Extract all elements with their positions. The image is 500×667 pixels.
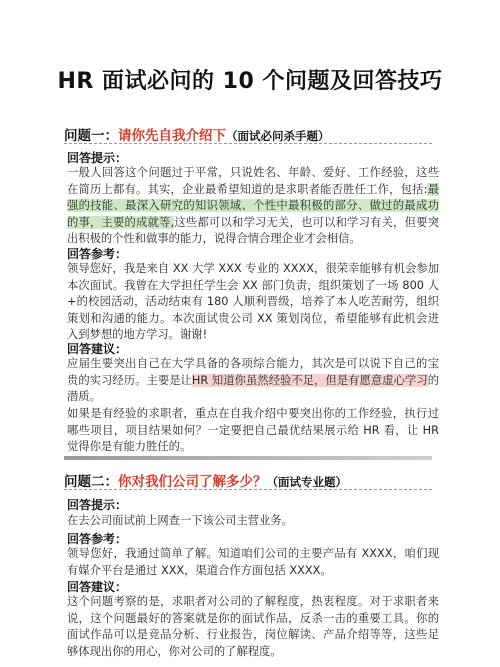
hint-highlight: 最强的技能、最深入研究的知识领域、个性中最积极的部分、做过的最成功的事，主要的成就等, <box>67 182 439 229</box>
advice-text-end: 的潜质。 <box>67 373 439 404</box>
hint-label: 回答提示： <box>67 498 128 512</box>
section-divider <box>64 489 432 490</box>
hint-text-end: 这些都可以和学习无关，也可以和学习有关，但要突出积极的个性和做事的能力，说得合情合理企业才会相信。 <box>67 215 439 246</box>
question-2-tag: （面试专业题） <box>266 475 347 489</box>
reference-paragraph: 领导您好，我通过简单了解。知道咱们公司的主要产品有 XXXX，咱们现有媒介平台是通过 XXX，渠道合作方面包括 XXXX。 <box>67 547 439 577</box>
advice-paragraph-2: 如果是有经验的求职者，重点在自我介绍中要突出你的工作经验，执行过哪些项目，项目结果如何？一定要把自己最优结果展示给 HR 看，让 HR 觉得你是有能力胜任的。 <box>67 407 439 454</box>
section-divider <box>64 143 432 144</box>
reference-label: 回答参考： <box>67 532 128 546</box>
advice-label: 回答建议： <box>67 580 128 594</box>
reference-paragraph: 领导您好，我是来自 XX 大学 XXX 专业的 XXXX，很荣幸能够有机会参加本次面试。我曾在大学担任学生会 XX 部门负责，组织策划了一场 800 人+的校园活动，活动结束有 180 人顺利晋级，培养了本人吃苦耐劳，组织策划和沟通的能力。本次面试贵公司 XX 策划岗位，希望能够有此机会进入到梦想的地方学习。谢谢! <box>67 262 439 342</box>
advice-text: 应届生要突出自己在大学具备的各项综合能力，其次是可以说下自己的宝贵的实习经历。主要是让 <box>67 357 439 387</box>
hint-paragraph: 在去公司面试前上网查一下该公司主营业务。 <box>67 514 293 527</box>
question-1-text: 请你先自我介绍下 <box>118 128 226 144</box>
hint-label: 回答提示： <box>67 151 128 165</box>
advice-paragraph: 这个问题考察的是，求职者对公司的了解程度，热衷程度。对于求职者来说，这个问题最好的答案就是你的面试作品，反杀一击的重要工具。你的面试作品可以是竞品分析、行业报告，岗位解读、产品介绍等等，这些足够体现出你的用心，你对公司的了解程度。 <box>67 595 439 658</box>
advice-highlight: HR 知道你虽然经验不足，但是有愿意虚心学习 <box>191 373 428 387</box>
question-1-tag: （面试必问杀手题） <box>226 129 330 143</box>
reference-label: 回答参考： <box>67 247 128 261</box>
question-2-prefix: 问题二： <box>64 474 118 490</box>
section-separator-bar <box>64 456 432 460</box>
advice-label: 回答建议： <box>67 342 128 356</box>
question-2-text: 你对我们公司了解多少？ <box>118 474 267 490</box>
question-1-prefix: 问题一： <box>64 128 118 144</box>
question-2-heading <box>64 470 347 490</box>
page-title: HR 面试必问的 10 个问题及回答技巧 <box>57 69 443 94</box>
hint-paragraph <box>67 165 439 248</box>
hint-text: 一般人回答这个问题过于平常，只说姓名、年龄、爱好、工作经验，这些在简历上都有。其实，企业最希望知道的是求职者能否胜任工作，包括: <box>67 166 439 196</box>
advice-paragraph <box>67 356 439 406</box>
question-1-heading <box>64 124 330 144</box>
